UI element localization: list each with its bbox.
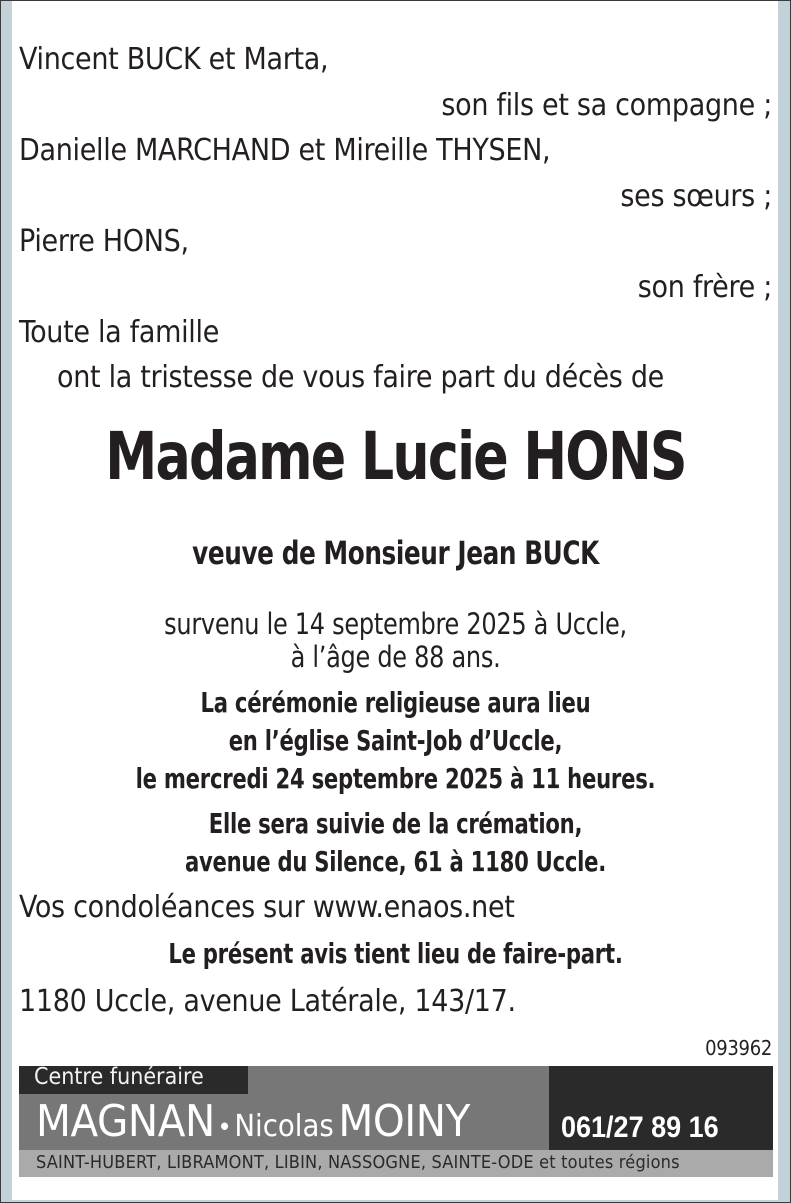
brand-first-name: Nicolas (234, 1109, 334, 1144)
towns-names: SAINT-HUBERT, LIBRAMONT, LIBIN, NASSOGNE, SAINTE-ODE (36, 1152, 534, 1173)
towns-band (19, 1150, 773, 1177)
family-relation-sisters: ses sœurs ; (620, 179, 772, 214)
towns-suffix: et toutes régions (539, 1152, 680, 1173)
cremation-line-2: avenue du Silence, 61 à 1180 Uccle. (184, 845, 607, 878)
ceremony-line-2: en l’église Saint-Job d’Uccle, (228, 724, 563, 757)
death-date-place: survenu le 14 septembre 2025 à Uccle, (164, 607, 627, 641)
family-relation-brother: son frère ; (637, 270, 772, 305)
ceremony-line-3: le mercredi 24 septembre 2025 à 11 heures. (135, 762, 656, 795)
faire-part-text: Le présent avis tient lieu de faire-part. (168, 937, 623, 970)
family-line-son: Vincent BUCK et Marta, (19, 42, 329, 77)
family-line-brother: Pierre HONS, (19, 224, 189, 259)
widow-of-text: veuve de Monsieur Jean BUCK (192, 534, 599, 572)
towns-list (36, 1152, 680, 1173)
family-line-all: Toute la famille (19, 315, 219, 350)
brand-moiny: MOINY (338, 1096, 470, 1147)
banner-label-box (19, 1066, 248, 1094)
funeral-home-banner (19, 1066, 773, 1177)
condolences-text: Vos condoléances sur www.enaos.net (19, 890, 515, 925)
family-line-sisters: Danielle MARCHAND et Mireille THYSEN, (19, 133, 551, 168)
banner-label: Centre funéraire (34, 1064, 204, 1090)
funeral-home-name (36, 1096, 470, 1147)
bullet-separator-icon: • (217, 1113, 232, 1143)
announcement-text: ont la tristesse de vous faire part du décès de (57, 360, 664, 395)
ceremony-line-1: La cérémonie religieuse aura lieu (200, 686, 591, 719)
death-age: à l’âge de 88 ans. (290, 640, 501, 674)
family-relation-son: son fils et sa compagne ; (441, 88, 772, 123)
reference-number: 093962 (705, 1036, 772, 1060)
address-text: 1180 Uccle, avenue Latérale, 143/17. (19, 984, 516, 1019)
cremation-line-1: Elle sera suivie de la crémation, (208, 807, 583, 840)
brand-magnan: MAGNAN (36, 1096, 215, 1147)
phone-number: 061/27 89 16 (561, 1111, 719, 1144)
phone-box (549, 1066, 773, 1150)
deceased-name: Madame Lucie HONS (105, 418, 686, 495)
